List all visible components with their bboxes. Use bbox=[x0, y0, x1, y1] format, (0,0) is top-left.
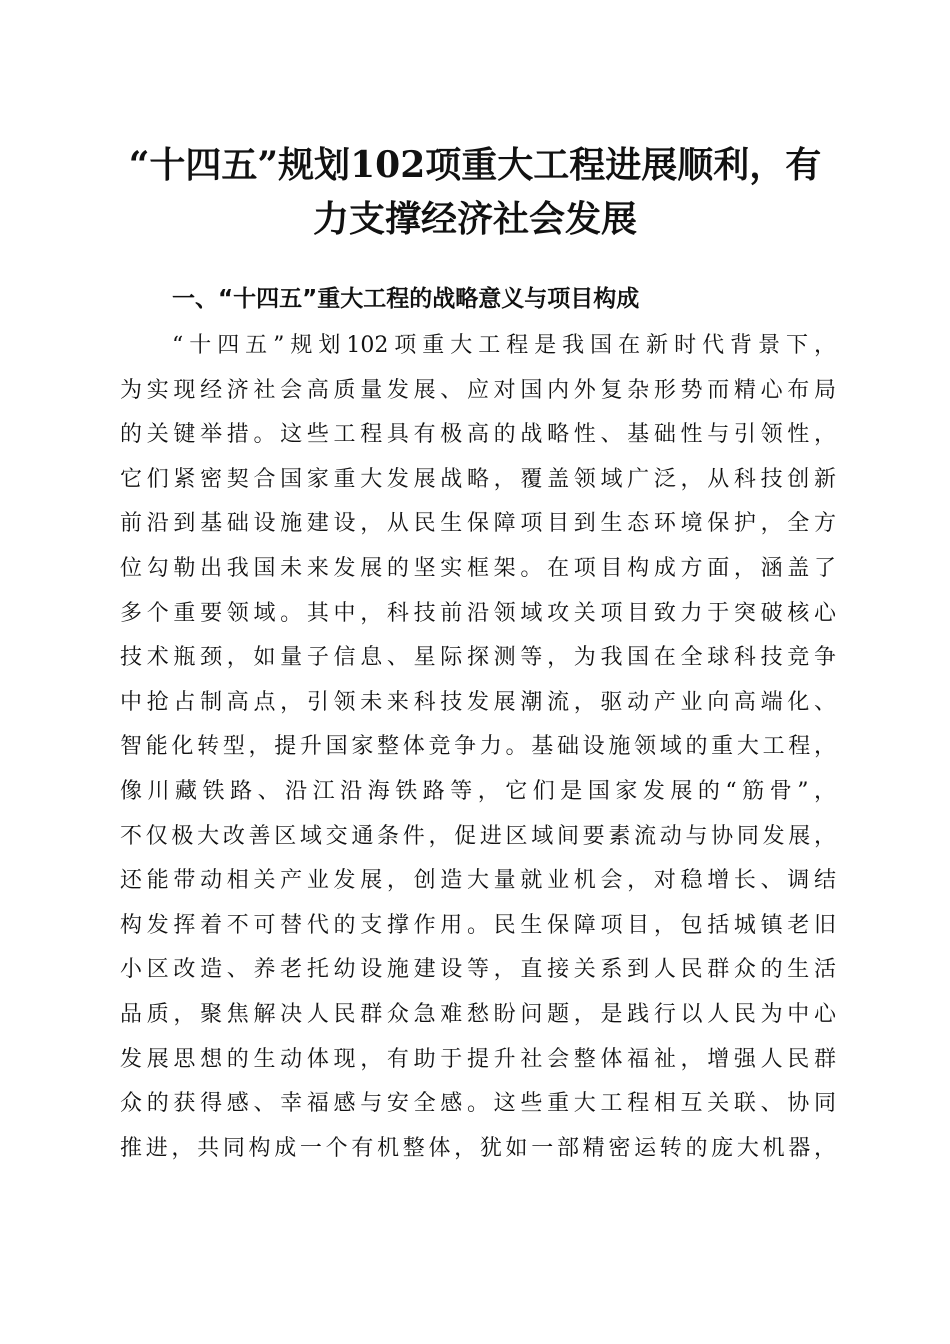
paragraph-line: 多个重要领域。其中，科技前沿领域攻关项目致力于突破核心 bbox=[120, 600, 836, 626]
paragraph-line: 技术瓶颈，如量子信息、星际探测等，为我国在全球科技竞争 bbox=[120, 645, 836, 671]
paragraph-line: 位勾勒出我国未来发展的坚实框架。在项目构成方面，涵盖了 bbox=[120, 555, 836, 581]
paragraph-line: 还能带动相关产业发展，创造大量就业机会，对稳增长、调结 bbox=[120, 868, 836, 894]
paragraph-line: 不仅极大改善区域交通条件，促进区域间要素流动与协同发展， bbox=[120, 823, 836, 849]
paragraph-line: 推进，共同构成一个有机整体，犹如一部精密运转的庞大机器， bbox=[120, 1135, 836, 1161]
document-title bbox=[110, 138, 840, 246]
document-title-line-1: “十四五”规划102项重大工程进展顺利，有 bbox=[128, 144, 822, 186]
document-title-line-2: 力支撑经济社会发展 bbox=[312, 198, 637, 240]
paragraph-line: 中抢占制高点，引领未来科技发展潮流，驱动产业向高端化、 bbox=[120, 689, 836, 715]
paragraph-line: 像川藏铁路、沿江沿海铁路等，它们是国家发展的“筋骨”， bbox=[120, 778, 836, 804]
paragraph-line: 小区改造、养老托幼设施建设等，直接关系到人民群众的生活 bbox=[120, 957, 836, 983]
paragraph-line: 品质，聚焦解决人民群众急难愁盼问题，是践行以人民为中心 bbox=[120, 1001, 836, 1027]
section-heading: 一、“十四五”重大工程的战略意义与项目构成 bbox=[172, 286, 640, 312]
paragraph-line: 它们紧密契合国家重大发展战略，覆盖领域广泛，从科技创新 bbox=[120, 466, 836, 492]
paragraph-line: 构发挥着不可替代的支撑作用。民生保障项目，包括城镇老旧 bbox=[120, 912, 836, 938]
paragraph-line: 前沿到基础设施建设，从民生保障项目到生态环境保护，全方 bbox=[120, 511, 836, 537]
paragraph-line: 为实现经济社会高质量发展、应对国内外复杂形势而精心布局 bbox=[120, 377, 836, 403]
paragraph-line: 的关键举措。这些工程具有极高的战略性、基础性与引领性， bbox=[120, 422, 836, 448]
body-paragraph bbox=[120, 324, 836, 1171]
paragraph-line: “十四五”规划102项重大工程是我国在新时代背景下， bbox=[172, 333, 836, 358]
paragraph-line: 智能化转型，提升国家整体竞争力。基础设施领域的重大工程， bbox=[120, 734, 836, 760]
paragraph-line: 发展思想的生动体现，有助于提升社会整体福祉，增强人民群 bbox=[120, 1046, 836, 1072]
paragraph-line: 众的获得感、幸福感与安全感。这些重大工程相互关联、协同 bbox=[120, 1091, 836, 1117]
